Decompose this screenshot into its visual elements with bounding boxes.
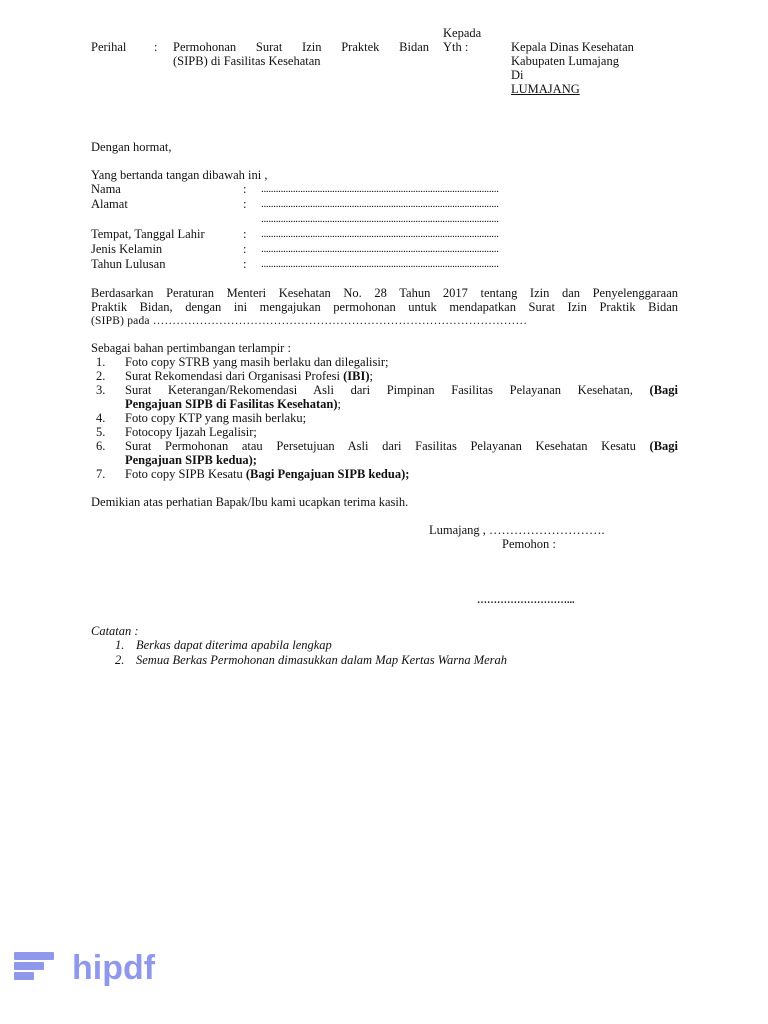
body-line1: Berdasarkan Peraturan Menteri Kesehatan No. 28 Tahun 2017 tentang Izin dan Penyelenggaraan [91,286,678,300]
field-colon: : [243,257,247,271]
perihal-label: Perihal [91,40,127,54]
kepada-label: Kepada [443,26,482,40]
perihal-colon: : [154,40,158,54]
field-label: Tahun Lulusan [91,257,166,271]
note-number: 2. [115,653,125,667]
signature-line: ………………………... [477,595,575,606]
recipient-city: LUMAJANG [511,82,580,96]
list-text-main: Surat Rekomendasi dari Organisasi Profesi [125,369,344,383]
list-text-main: Foto copy SIPB Kesatu [125,467,246,481]
list-text-bold: (Bagi [649,439,679,453]
place-date: Lumajang , ………………………. [429,523,605,537]
field-value: ................................................................................................. [261,228,499,240]
list-text-bold: (Bagi [649,383,679,397]
hipdf-logo-icon [14,948,204,988]
list-text-bold: (IBI) [343,369,370,383]
list-text-bold: Pengajuan SIPB di Fasilitas Kesehatan) [125,397,338,411]
field-colon: : [243,227,247,241]
field-label: Alamat [91,197,128,211]
field-label: Jenis Kelamin [91,242,163,256]
list-text: Foto copy STRB yang masih berlaku dan dilegalisir; [125,355,389,369]
hipdf-watermark [14,948,204,992]
list-number: 2. [96,369,106,383]
intro-text: Yang bertanda tangan dibawah ini , [91,168,268,182]
list-text: Fotocopy Ijazah Legalisir; [125,425,257,439]
field-colon: : [243,242,247,256]
list-text-bold: Pengajuan SIPB kedua); [125,453,257,467]
field-colon: : [243,182,247,196]
list-number: 1. [96,355,106,369]
field-colon: : [243,197,247,211]
field-label: Nama [91,182,121,196]
list-number: 4. [96,411,106,425]
perihal-line1: Permohonan Surat Izin Praktek Bidan [173,40,429,54]
list-text-after: ; [369,369,374,383]
recipient-line1: Kepala Dinas Kesehatan [511,40,634,54]
list-number: 3. [96,383,106,397]
note-text: Berkas dapat diterima apabila lengkap [136,638,332,652]
body-line2: Praktik Bidan, dengan ini mengajukan permohonan untuk mendapatkan Surat Izin Praktik Bidan [91,300,678,314]
list-text [125,369,678,384]
field-value: ................................................................................................. [261,213,499,225]
list-text [125,383,678,398]
list-text-main: Surat Keterangan/Rekomendasi Asli dari Pimpinan Fasilitas Pelayanan Kesehatan, [125,383,633,397]
list-text-main: Surat Permohonan atau Persetujuan Asli dari Fasilitas Pelayanan Kesehatan Kesatu [125,439,636,453]
recipient-line3: Di [511,68,524,82]
watermark-text: hipdf [72,949,156,987]
note-text: Semua Berkas Permohonan dimasukkan dalam Map Kertas Warna Merah [136,653,508,667]
field-label: Tempat, Tanggal Lahir [91,227,205,241]
closing-text: Demikian atas perhatian Bapak/Ibu kami ucapkan terima kasih. [91,495,409,509]
list-text [125,439,678,454]
body-line3: (SIPB) pada …………………………………………………………………………………… [91,315,528,327]
list-text-after: ; [337,397,342,411]
notes-title: Catatan : [91,624,139,638]
yth-label: Yth : [443,40,469,54]
field-value: ................................................................................................. [261,183,499,195]
field-value: ................................................................................................. [261,258,499,270]
list-text-line2 [125,453,678,468]
list-number: 5. [96,425,106,439]
list-text [125,467,678,482]
list-text-bold: (Bagi Pengajuan SIPB kedua); [245,467,410,481]
list-text: Foto copy KTP yang masih berlaku; [125,411,307,425]
note-number: 1. [115,638,125,652]
recipient-line2: Kabupaten Lumajang [511,54,619,68]
perihal-line2: (SIPB) di Fasilitas Kesehatan [173,54,321,68]
list-number: 6. [96,439,106,453]
list-text-line2 [125,397,678,412]
signer-role: Pemohon : [502,537,556,551]
field-value: ................................................................................................. [261,198,499,210]
attachments-intro: Sebagai bahan pertimbangan terlampir : [91,341,291,355]
greeting: Dengan hormat, [91,140,172,154]
field-value: ................................................................................................. [261,243,499,255]
list-number: 7. [96,467,106,481]
